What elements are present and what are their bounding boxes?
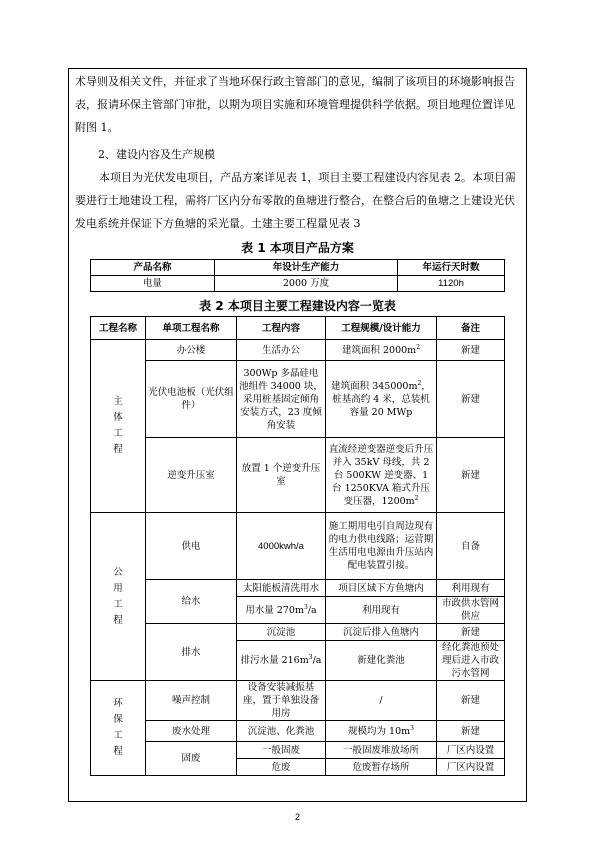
item-name: 废水处理 (146, 721, 237, 742)
item-scale: 危废暂存场所 (326, 759, 437, 776)
works-table (90, 316, 505, 776)
table2-header: 工程内容 (237, 317, 326, 340)
item-scale: 项目区域下方鱼塘内 (326, 580, 437, 597)
item-content: 300Wp 多晶硅电池组件 34000 块，采用桩基固定倾角安装方式，23 度倾角安装 (237, 361, 326, 438)
product-table (90, 259, 505, 292)
item-content: 用水量 $270m^3/a$ (237, 597, 326, 624)
item-content: 生活办公 (237, 340, 326, 361)
table1-cell: 电量 (91, 276, 215, 292)
item-note: 新建 (437, 438, 505, 513)
item-name: 办公楼 (146, 340, 237, 361)
table2-header: 工程规模/设计能力 (326, 317, 437, 340)
item-scale: 施工期用电引自周边现有的电力供电线路；运营期生活用电电源由升压站内配电装置引接。 (326, 513, 437, 580)
item-content: 放置 1 个逆变升压室 (237, 438, 326, 513)
item-note: 厂区内设置 (437, 759, 505, 776)
item-name: 光伏电池板（光伏组件） (146, 361, 237, 438)
item-note: 厂区内设置 (437, 742, 505, 759)
item-scale: 新建化粪池 (326, 641, 437, 681)
item-note: 新建 (437, 681, 505, 721)
item-scale: 建筑面积 $345000m^2$，桩基高约 4 米，总装机容量 20 MWp (326, 361, 437, 438)
item-note: 利用现有 (437, 580, 505, 597)
table2-header: 备注 (437, 317, 505, 340)
group-env: 环 保 工 程 (91, 681, 146, 776)
item-name: 供电 (146, 513, 237, 580)
table1-header: 年设计生产能力 (215, 260, 398, 276)
item-scale: 沉淀后排入鱼塘内 (326, 624, 437, 641)
item-name: 固废 (146, 742, 237, 776)
table2-header: 单项工程名称 (146, 317, 237, 340)
item-note: 市政供水管网供应 (437, 597, 505, 624)
table1-cell: 1120h (398, 276, 505, 292)
item-name: 逆变升压室 (146, 438, 237, 513)
page-number: 2 (294, 812, 300, 822)
group-public: 公 用 工 程 (91, 513, 146, 681)
group-main: 主 体 工 程 (91, 340, 146, 513)
item-note: 新建 (437, 721, 505, 742)
item-scale: 规模均为 $10m^3$ (326, 721, 437, 742)
item-scale: 直流经逆变器逆变后升压并入 35kV 母线，共 2 台 500KW 逆变器、1 台 1250KVA 箱式升压变压器，$1200m^2$ (326, 438, 437, 513)
paragraph-scope: 本项目为光伏发电项目，产品方案详见表 1，项目主要工程建设内容见表 2。本项目需要进行土地建设工程，需将厂区内分布零散的鱼塘进行整合，在整合后的鱼塘之上建设光伏发电系统并保证下方鱼塘的采光量。土建主要工程量见表 3 (75, 171, 516, 230)
item-content: 排污水量 $216m^3/a$ (237, 641, 326, 681)
item-note: 新建 (437, 361, 505, 438)
item-content: 沉淀池 (237, 624, 326, 641)
section-heading: 2、建设内容及生产规模 (98, 148, 215, 161)
table1-header: 年运行天时数 (398, 260, 505, 276)
table1-caption: 表 1 本项目产品方案 (241, 241, 354, 255)
item-note: 经化粪池预处理后进入市政污水管网 (437, 641, 505, 681)
item-scale: 一般固废堆放场所 (326, 742, 437, 759)
table1-header: 产品名称 (91, 260, 215, 276)
item-content: 危废 (237, 759, 326, 776)
item-content: 太阳能板清洗用水 (237, 580, 326, 597)
table1-cell: 2000 万度 (215, 276, 398, 292)
item-name: 给水 (146, 580, 237, 624)
item-note: 新建 (437, 340, 505, 361)
item-name: 排水 (146, 624, 237, 681)
item-note: 新建 (437, 624, 505, 641)
item-name: 噪声控制 (146, 681, 237, 721)
item-scale: 利用现有 (326, 597, 437, 624)
table2-header: 工程名称 (91, 317, 146, 340)
paragraph-intro: 术导则及相关文件，并征求了当地环保行政主管部门的意见，编制了该项目的环境影响报告表，报请环保主管部门审批，以期为项目实施和环境管理提供科学依据。项目地理位置详见附图 1。 (75, 75, 515, 134)
item-note: 自备 (437, 513, 505, 580)
item-content: 沉淀池、化粪池 (237, 721, 326, 742)
item-content: 设备安装减振基座，置于单独设备用房 (237, 681, 326, 721)
item-content: 4000kwh/a (237, 513, 326, 580)
item-content: 一般固废 (237, 742, 326, 759)
item-scale: / (326, 681, 437, 721)
table2-caption: 表 2 本项目主要工程建设内容一览表 (199, 299, 396, 313)
item-scale: 建筑面积 $2000m^2$ (326, 340, 437, 361)
